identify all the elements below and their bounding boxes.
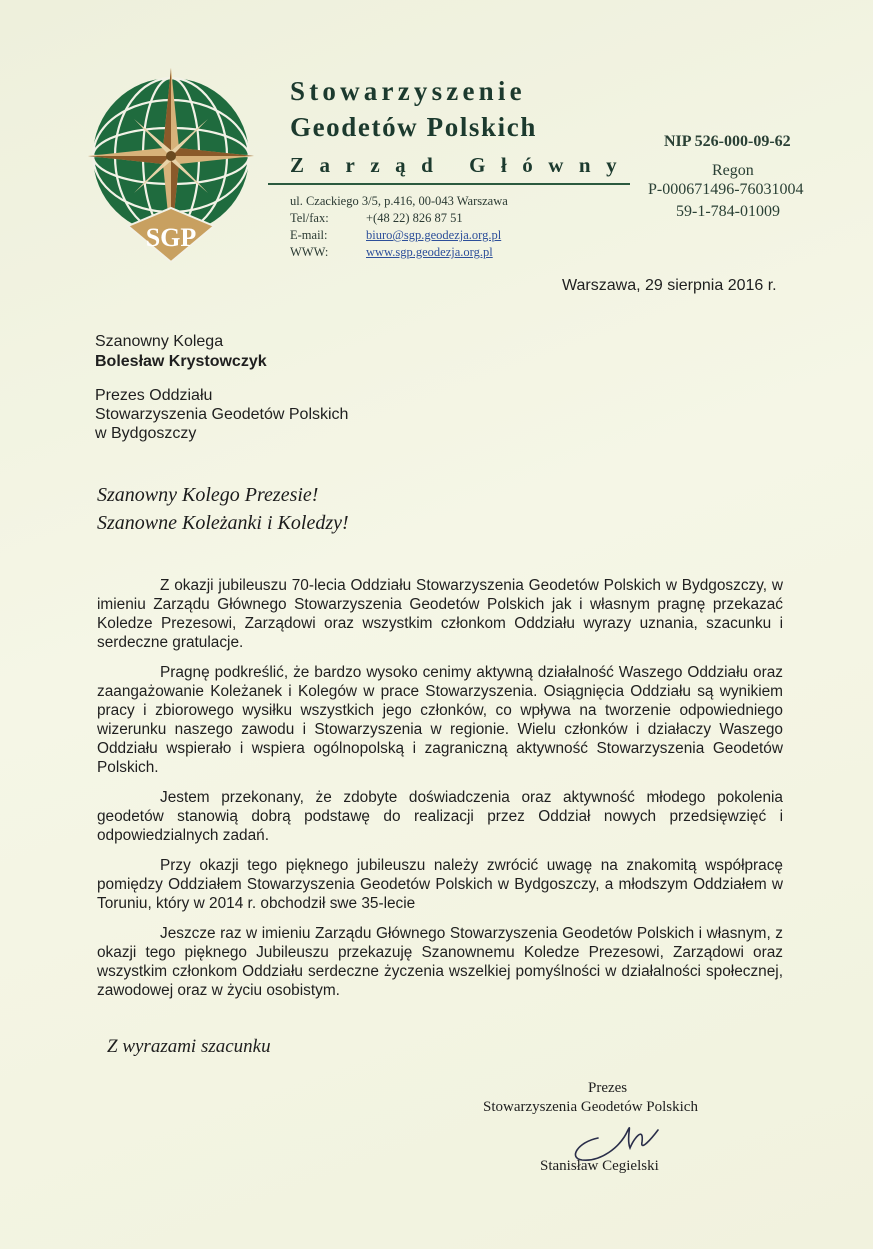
www-link[interactable]: www.sgp.geodezja.org.pl — [366, 245, 493, 259]
www-label: WWW: — [290, 245, 329, 259]
regon-label: Regon — [712, 162, 754, 179]
greeting-line2: Szanowne Koleżanki i Koledzy! — [97, 512, 349, 534]
contact-telfax — [290, 211, 463, 226]
regon-number-1: P-000671496-76031004 — [648, 181, 804, 198]
org-address: ul. Czackiego 3/5, p.416, 00-043 Warszawa — [290, 194, 508, 208]
recipient-salutation: Szanowny Kolega — [95, 333, 224, 350]
org-name-line1: Stowarzyszenie — [290, 76, 526, 106]
letter-body — [97, 576, 783, 1011]
letter-date: Warszawa, 29 sierpnia 2016 r. — [562, 277, 777, 294]
body-paragraph: Przy okazji tego pięknego jubileuszu należy zwrócić uwagę na znakomitą współpracę pomiędzy Oddziałem Stowarzyszenia Geodetów Polskich w Bydgoszczy, a młodszym Oddziałem w Toruniu, który w 2014 r. obchodził swe 35-lecie — [97, 857, 783, 912]
email-label: E-mail: — [290, 228, 328, 242]
recipient-role-line1: Prezes Oddziału — [95, 387, 213, 404]
letterhead-divider — [268, 183, 630, 185]
telfax-value: +(48 22) 826 87 51 — [366, 211, 463, 225]
signatory-title: Prezes — [588, 1080, 628, 1096]
recipient-role-line2: Stowarzyszenia Geodetów Polskich — [95, 406, 349, 423]
body-paragraph: Pragnę podkreślić, że bardzo wysoko cenimy aktywną działalność Waszego Oddziału oraz zaangażowanie Koleżanek i Kolegów w prace Stowarzyszenia. Osiągnięcia Oddziału są wynikiem pracy i zbiorowego wysiłku wszystkich jego członków, co wpływa na tworzenie odpowiedniego wizerunku naszego zawodu i Stowarzyszenia w regionie. Wielu członków i działaczy Waszego Oddziału wspierało i wspiera ogólnopolską i zagraniczną aktywność Stowarzyszenia Geodetów Polskich. — [97, 664, 783, 776]
signatory-name: Stanisław Cegielski — [540, 1158, 659, 1174]
recipient-role-line3: w Bydgoszczy — [95, 425, 197, 442]
regon-number-2: 59-1-784-01009 — [676, 203, 780, 220]
org-name-line2: Geodetów Polskich — [290, 112, 537, 142]
email-link[interactable]: biuro@sgp.geodezja.org.pl — [366, 228, 502, 242]
contact-www — [290, 245, 493, 260]
nip-number: NIP 526-000-09-62 — [664, 133, 791, 150]
closing-phrase: Z wyrazami szacunku — [107, 1036, 271, 1057]
org-board: Zarząd Główny — [290, 153, 633, 177]
body-paragraph: Jestem przekonany, że zdobyte doświadczenia oraz aktywność młodego pokolenia geodetów stanowią dobrą podstawę do realizacji przez Oddział nowych przedsięwzięć i odpowiedzialnych zadań. — [97, 789, 783, 844]
sgp-logo — [88, 66, 254, 266]
telfax-label: Tel/fax: — [290, 211, 329, 225]
body-paragraph: Z okazji jubileuszu 70-lecia Oddziału Stowarzyszenia Geodetów Polskich w Bydgoszczy, w imieniu Zarządu Głównego Stowarzyszenia Geodetów Polskich jak i własnym pragnę przekazać Koledze Prezesowi, Zarządowi oraz wszystkim członkom Oddziału wyrazy uznania, szacunku i serdeczne gratulacje. — [97, 577, 783, 651]
logo-text: SGP — [145, 223, 197, 252]
greeting-line1: Szanowny Kolego Prezesie! — [97, 484, 319, 506]
signatory-org: Stowarzyszenia Geodetów Polskich — [483, 1099, 698, 1115]
recipient-name: Bolesław Krystowczyk — [95, 353, 267, 370]
contact-email — [290, 228, 501, 243]
body-paragraph: Jeszcze raz w imieniu Zarządu Głównego Stowarzyszenia Geodetów Polskich i własnym, z okazji tego pięknego Jubileuszu przekazuję Szanownemu Koledze Prezesowi, Zarządowi oraz wszystkim członkom Oddziału serdeczne życzenia wszelkiej pomyślności w działalności społecznej, zawodowej oraz w życiu osobistym. — [97, 925, 783, 999]
